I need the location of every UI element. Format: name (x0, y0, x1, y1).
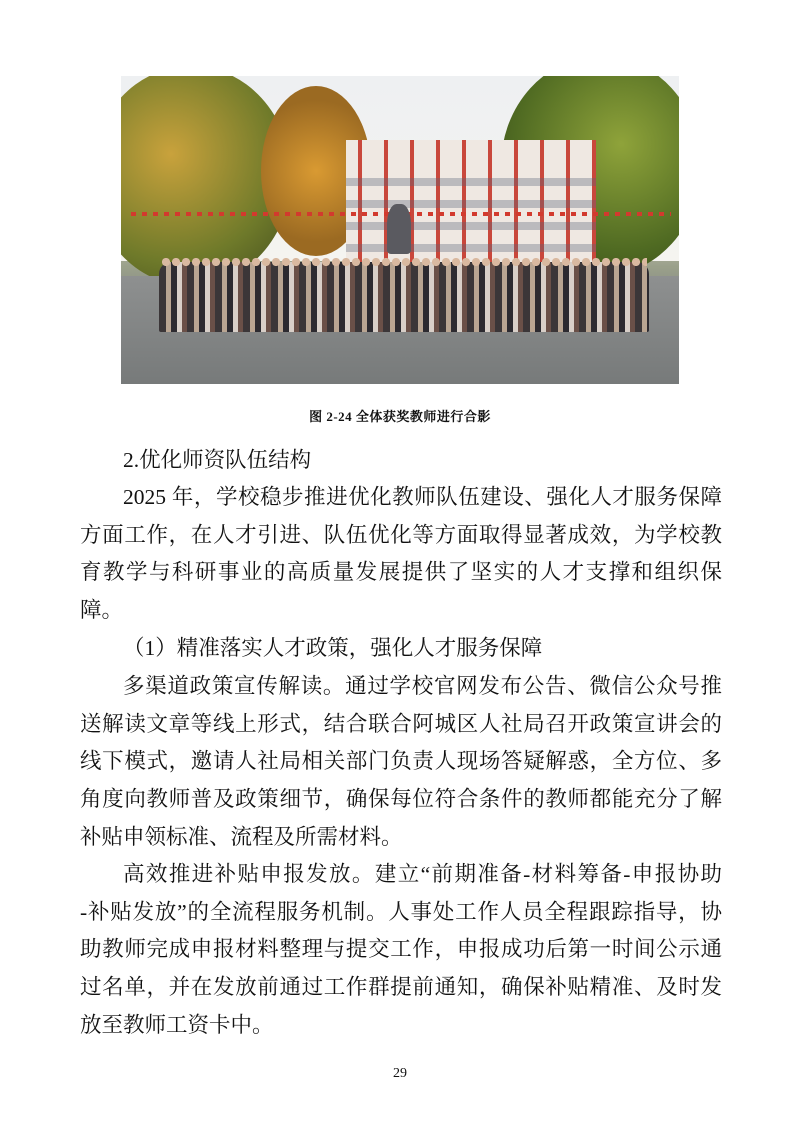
paragraph-line: 2025 年，学校稳步推进优化教师队伍建设、强化人才服务保障 (123, 485, 722, 509)
paragraph-line: -补贴发放”的全流程服务机制。人事处工作人员全程跟踪指导，协 (80, 899, 722, 924)
section-heading: 2.优化师资队伍结构 (123, 448, 312, 472)
paragraph-line: 角度向教师普及政策细节，确保每位符合条件的教师都能充分了解 (80, 787, 722, 812)
paragraph-line: 过名单，并在发放前通过工作群提前通知，确保补贴精准、及时发 (80, 975, 722, 1000)
photo-building-windows (346, 176, 596, 266)
group-photo (121, 76, 679, 384)
paragraph-line: 高效推进补贴申报发放。建立“前期准备-材料筹备-申报协助 (123, 862, 722, 886)
paragraph-line: 方面工作，在人才引进、队伍优化等方面取得显著成效，为学校教 (80, 522, 722, 547)
figure-caption: 图 2-24 全体获奖教师进行合影 (309, 409, 491, 424)
paragraph-line: 放至教师工资卡中。 (80, 1012, 274, 1037)
paragraph-line: 育教学与科研事业的高质量发展提供了坚实的人才支撑和组织保 (80, 560, 722, 585)
paragraph-line: 线下模式，邀请人社局相关部门负责人现场答疑解惑，全方位、多 (80, 749, 722, 774)
subheading: （1）精准落实人才政策，强化人才服务保障 (123, 636, 543, 660)
photo-crowd (159, 262, 649, 332)
paragraph-line: 障。 (80, 598, 124, 623)
page-number: 29 (393, 1066, 407, 1081)
photo-statue (387, 204, 411, 254)
photo-crowd-heads (161, 256, 647, 268)
paragraph-line: 送解读文章等线上形式，结合联合阿城区人社局召开政策宣讲会的 (80, 711, 722, 736)
paragraph-line: 多渠道政策宣传解读。通过学校官网发布公告、微信公众号推 (123, 674, 722, 698)
paragraph-line: 助教师完成申报材料整理与提交工作，申报成功后第一时间公示通 (80, 937, 722, 962)
paragraph-line: 补贴申领标准、流程及所需材料。 (80, 824, 403, 849)
